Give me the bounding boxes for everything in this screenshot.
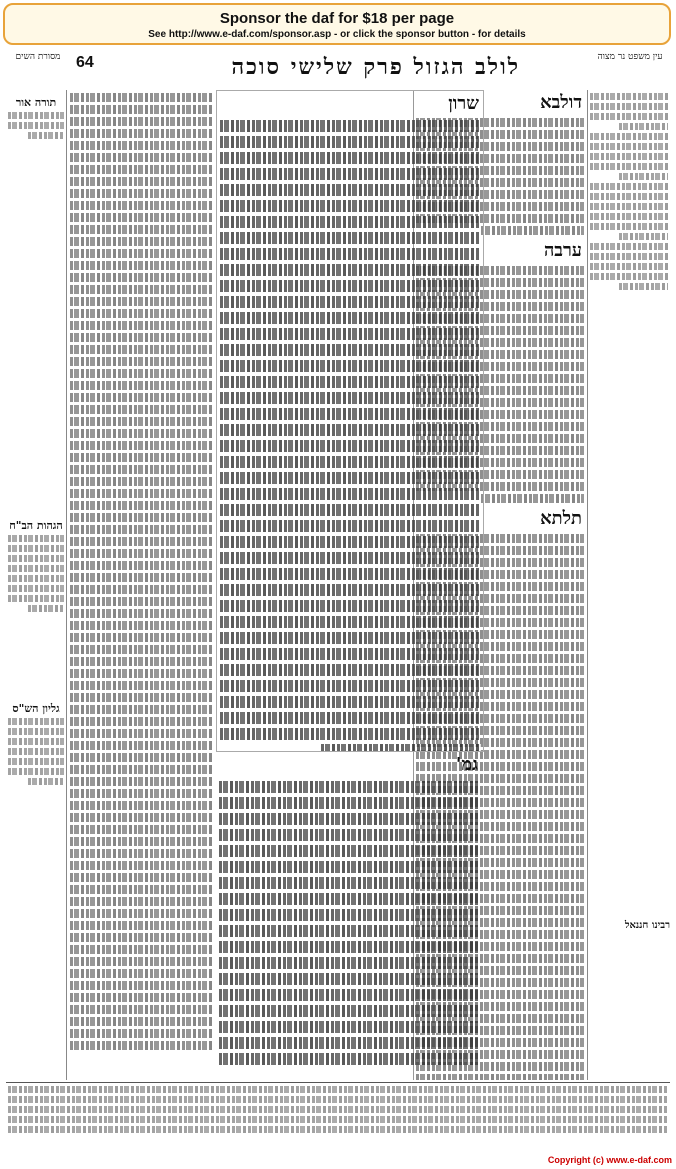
right-margin-notes xyxy=(587,90,670,1080)
footnotes xyxy=(6,1082,670,1139)
rashi-opener: דולבא xyxy=(540,92,582,113)
gemara-lower-text xyxy=(216,752,482,1080)
sponsor-title: Sponsor the daf for $18 per page xyxy=(219,10,455,27)
left-margin-notes xyxy=(6,90,67,1080)
sponsor-banner[interactable] xyxy=(3,3,671,45)
gemara-text xyxy=(216,90,484,752)
gemara-opener: שרון xyxy=(448,93,479,114)
copyright-notice[interactable]: Copyright (c) www.e-daf.com xyxy=(547,1155,672,1165)
page-number: 64 xyxy=(76,54,94,71)
page-header xyxy=(6,50,670,90)
ein-mishpat-label: עין משפט נר מצוה xyxy=(597,52,663,62)
talmud-page xyxy=(6,50,670,1142)
gemara-label: גמ' xyxy=(455,754,478,775)
page-title: לולב הגזול פרק שלישי סוכה xyxy=(231,54,520,80)
rabbenu-chananel-heading: רבינו חננאל xyxy=(624,920,670,931)
rashi-second-opener: ערבה xyxy=(543,240,582,261)
tosafot-commentary xyxy=(68,90,214,1080)
rashi-third-opener: תלתא xyxy=(540,508,582,529)
masoret-label: מסורת השים xyxy=(15,52,61,62)
hagahot-heading: הגהות הב"ח xyxy=(9,519,63,532)
sponsor-subtitle[interactable]: See http://www.e-daf.com/sponsor.asp - or click the sponsor button - for details xyxy=(148,29,526,40)
gilyon-hashas-heading: גליון הש"ס xyxy=(12,702,60,715)
torah-or-heading: תורה אור xyxy=(15,96,57,109)
